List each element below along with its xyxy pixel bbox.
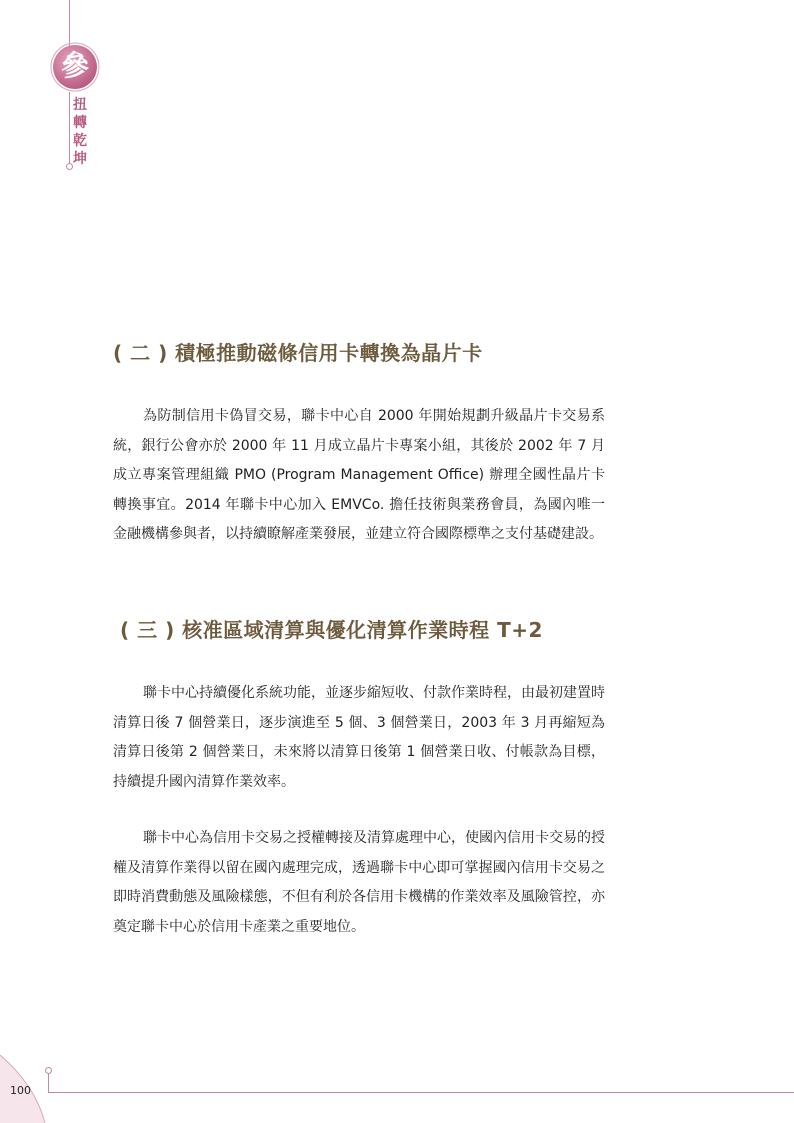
section-heading: ( 三 ) 核准區域清算與優化清算作業時程 T+2 [120, 618, 543, 642]
side-decor-line [69, 0, 70, 46]
section-paragraph: 聯卡中心持續優化系統功能，並逐步縮短收、付款作業時程，由最初建置時清算日後 7 個營業日，逐步演進至 5 個、3 個營業日，2003 年 3 月再縮短為清算日後第 2 個營業日，未來將以清算日後第 1 個營業日收、付帳款為目標，持續提升國內清算作業效率。 [113, 685, 605, 790]
section-paragraph: 為防制信用卡偽冒交易，聯卡中心自 2000 年開始規劃升級晶片卡交易系統，銀行公會亦於 2000 年 11 月成立晶片卡專案小組，其後於 2002 年 7 月成立專案管理組織 PMO (Program Management Office) 辦理全國性晶片卡轉換事宜。2014 年聯卡中心加入 EMVCo. 擔任技術與業務會員，為國內唯一金融機構參與者，以持續瞭解產業發展，並建立符合國際標準之支付基礎建設。 [113, 408, 605, 542]
chapter-title: 扭轉乾坤 [73, 97, 87, 167]
section-paragraph: 聯卡中心為信用卡交易之授權轉接及清算處理中心，使國內信用卡交易的授權及清算作業得以留在國內處理完成，透過聯卡中心即可掌握國內信用卡交易之即時消費動態及風險樣態，不但有利於各信用卡機構的作業效率及風險管控，亦奠定聯卡中心於信用卡產業之重要地位。 [113, 830, 605, 935]
page-number: 100 [10, 1084, 31, 1097]
footer-decor-vline [48, 1072, 49, 1092]
footer-decor-dot [45, 1067, 52, 1074]
footer-rule [48, 1092, 794, 1093]
side-decor-line-lower [69, 92, 70, 164]
chapter-badge: 參 [60, 49, 89, 82]
side-decor-dot [66, 163, 73, 170]
section-heading: ( 二 ) 積極推動磁條信用卡轉換為晶片卡 [113, 341, 483, 365]
